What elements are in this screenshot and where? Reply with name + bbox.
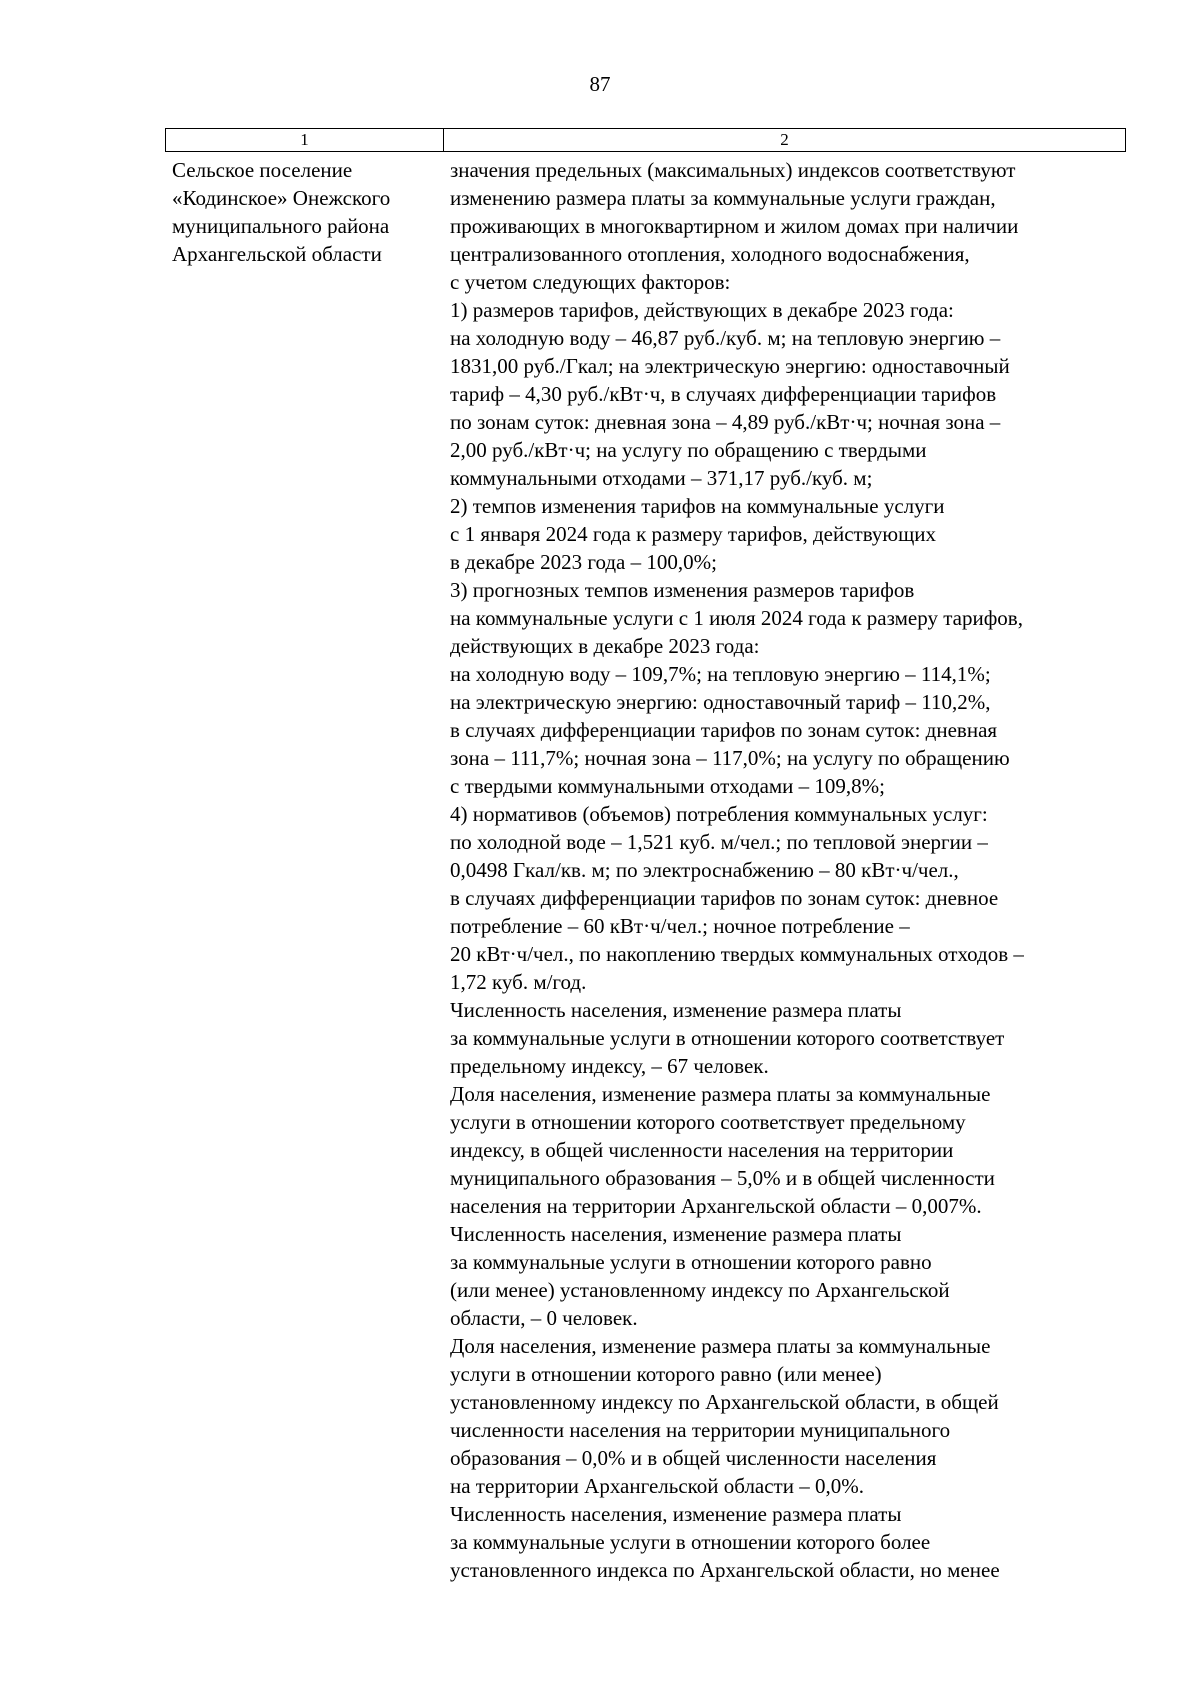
description-line: действующих в декабре 2023 года: bbox=[450, 634, 760, 658]
description-line: установленному индексу по Архангельской области, в общей bbox=[450, 1390, 999, 1414]
description-line: на электрическую энергию: одноставочный тариф – 110,2%, bbox=[450, 690, 991, 714]
description-line: тариф – 4,30 руб./кВт·ч, в случаях дифференциации тарифов bbox=[450, 382, 997, 406]
description-line: потребление – 60 кВт·ч/чел.; ночное потребление – bbox=[450, 914, 910, 938]
description-line: за коммунальные услуги в отношении которого соответствует bbox=[450, 1026, 1005, 1050]
description-line: по зонам суток: дневная зона – 4,89 руб./кВт·ч; ночная зона – bbox=[450, 410, 1001, 434]
territory-line: «Кодинское» Онежского bbox=[172, 186, 391, 210]
description-line: услуги в отношении которого равно (или менее) bbox=[450, 1362, 882, 1386]
territory-line: Сельское поселение bbox=[172, 158, 353, 182]
description-line: 1,72 куб. м/год. bbox=[450, 970, 587, 994]
description-line: 20 кВт·ч/чел., по накоплению твердых коммунальных отходов – bbox=[450, 942, 1024, 966]
description-line: 0,0498 Гкал/кв. м; по электроснабжению – 80 кВт·ч/чел., bbox=[450, 858, 959, 882]
description-line: в декабре 2023 года – 100,0%; bbox=[450, 550, 717, 574]
description-line: проживающих в многоквартирном и жилом домах при наличии bbox=[450, 214, 1019, 238]
description-line: муниципального образования – 5,0% и в общей численности bbox=[450, 1166, 995, 1190]
description-line: области, – 0 человек. bbox=[450, 1306, 638, 1330]
territory-line: муниципального района bbox=[172, 214, 390, 238]
description-line: населения на территории Архангельской области – 0,007%. bbox=[450, 1194, 982, 1218]
description-line: в случаях дифференциации тарифов по зонам суток: дневная bbox=[450, 718, 998, 742]
description-line: зона – 111,7%; ночная зона – 117,0%; на услугу по обращению bbox=[450, 746, 1010, 770]
territory-line: Архангельской области bbox=[172, 242, 382, 266]
description-cell bbox=[450, 156, 1130, 1584]
territory-cell bbox=[172, 156, 440, 268]
page-number: 87 bbox=[589, 72, 611, 96]
description-line: 3) прогнозных темпов изменения размеров тарифов bbox=[450, 578, 915, 602]
description-line: Численность населения, изменение размера платы bbox=[450, 1502, 902, 1526]
description-line: Доля населения, изменение размера платы за коммунальные bbox=[450, 1082, 991, 1106]
description-line: в случаях дифференциации тарифов по зонам суток: дневное bbox=[450, 886, 999, 910]
description-line: 2) темпов изменения тарифов на коммунальные услуги bbox=[450, 494, 945, 518]
description-line: с 1 января 2024 года к размеру тарифов, действующих bbox=[450, 522, 936, 546]
description-line: 1831,00 руб./Гкал; на электрическую энергию: одноставочный bbox=[450, 354, 1010, 378]
description-line: с твердыми коммунальными отходами – 109,8%; bbox=[450, 774, 886, 798]
description-line: изменению размера платы за коммунальные услуги граждан, bbox=[450, 186, 996, 210]
description-line: за коммунальные услуги в отношении которого равно bbox=[450, 1250, 932, 1274]
description-line: предельному индексу, – 67 человек. bbox=[450, 1054, 769, 1078]
description-line: на холодную воду – 46,87 руб./куб. м; на тепловую энергию – bbox=[450, 326, 1001, 350]
description-line: за коммунальные услуги в отношении которого более bbox=[450, 1530, 931, 1554]
table-header-row bbox=[165, 128, 1126, 152]
description-line: на холодную воду – 109,7%; на тепловую энергию – 114,1%; bbox=[450, 662, 991, 686]
description-line: Доля населения, изменение размера платы за коммунальные bbox=[450, 1334, 991, 1358]
description-line: с учетом следующих факторов: bbox=[450, 270, 731, 294]
description-line: образования – 0,0% и в общей численности населения bbox=[450, 1446, 937, 1470]
description-line: централизованного отопления, холодного водоснабжения, bbox=[450, 242, 970, 266]
description-line: по холодной воде – 1,521 куб. м/чел.; по тепловой энергии – bbox=[450, 830, 988, 854]
description-line: на коммунальные услуги с 1 июля 2024 года к размеру тарифов, bbox=[450, 606, 1023, 630]
description-line: значения предельных (максимальных) индексов соответствуют bbox=[450, 158, 1016, 182]
table-header-col1: 1 bbox=[166, 129, 444, 151]
description-line: 4) нормативов (объемов) потребления коммунальных услуг: bbox=[450, 802, 988, 826]
description-line: 1) размеров тарифов, действующих в декабре 2023 года: bbox=[450, 298, 954, 322]
description-line: Численность населения, изменение размера платы bbox=[450, 1222, 902, 1246]
description-line: (или менее) установленному индексу по Архангельской bbox=[450, 1278, 950, 1302]
description-line: на территории Архангельской области – 0,0%. bbox=[450, 1474, 864, 1498]
description-line: Численность населения, изменение размера платы bbox=[450, 998, 902, 1022]
description-line: индексу, в общей численности населения на территории bbox=[450, 1138, 954, 1162]
description-line: услуги в отношении которого соответствует предельному bbox=[450, 1110, 966, 1134]
description-line: коммунальными отходами – 371,17 руб./куб. м; bbox=[450, 466, 873, 490]
table-header-col2: 2 bbox=[780, 130, 789, 149]
description-line: численности населения на территории муниципального bbox=[450, 1418, 951, 1442]
description-line: 2,00 руб./кВт·ч; на услугу по обращению с твердыми bbox=[450, 438, 927, 462]
description-line: установленного индекса по Архангельской области, но менее bbox=[450, 1558, 1000, 1582]
